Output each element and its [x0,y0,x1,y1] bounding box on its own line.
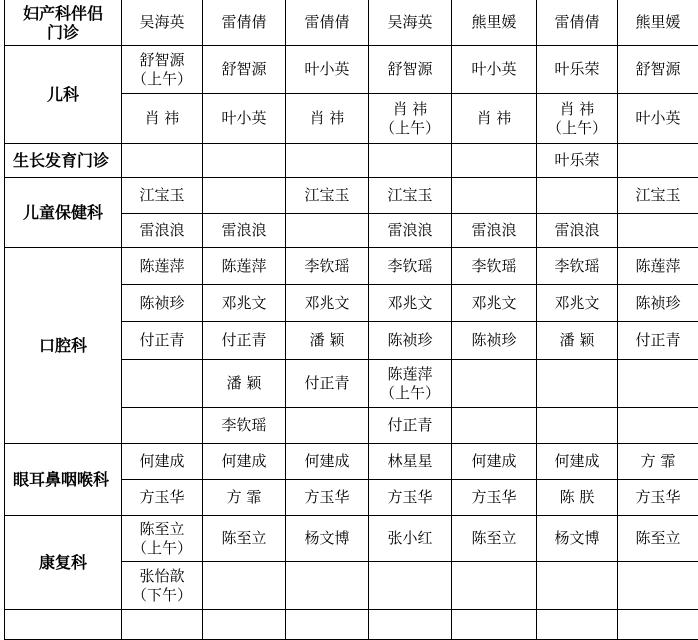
doctor-cell: 付正青 [122,322,203,360]
doctor-cell: 张怡歆 （下午） [122,562,203,610]
doctor-cell: 何建成 [122,444,203,480]
table-row [5,610,698,640]
doctor-cell [452,144,537,178]
doctor-cell [618,144,698,178]
doctor-cell: 潘 颖 [537,322,618,360]
doctor-cell: 陈至立 [618,516,698,562]
doctor-cell [122,144,203,178]
doctor-cell: 李钦瑶 [369,248,452,285]
doctor-cell [618,610,698,640]
doctor-cell [452,562,537,610]
table-row [5,46,698,94]
doctor-cell: 邓兆文 [286,285,369,322]
doctor-cell: 邓兆文 [369,285,452,322]
doctor-cell: 舒智源 [369,46,452,94]
doctor-cell: 方 霏 [618,444,698,480]
doctor-cell: 杨文博 [537,516,618,562]
doctor-cell: 杨文博 [286,516,369,562]
doctor-cell [537,408,618,444]
doctor-cell: 叶乐荣 [537,46,618,94]
table-row [5,144,698,178]
department-cell: 儿童保健科 [5,178,122,248]
doctor-cell: 陈 朕 [537,480,618,516]
doctor-cell: 雷浪浪 [203,214,286,248]
doctor-cell [203,562,286,610]
doctor-cell [286,144,369,178]
doctor-cell: 方 霏 [203,480,286,516]
table-row [5,178,698,214]
doctor-cell [122,408,203,444]
doctor-cell [369,562,452,610]
doctor-cell: 江宝玉 [286,178,369,214]
department-cell: 眼耳鼻咽喉科 [5,444,122,516]
doctor-cell [286,610,369,640]
doctor-cell: 叶小英 [452,46,537,94]
doctor-cell: 雷倩倩 [537,0,618,46]
doctor-cell: 熊里媛 [452,0,537,46]
doctor-cell: 陈莲萍 （上午） [369,360,452,408]
doctor-cell: 肖 祎 [286,94,369,144]
doctor-cell [369,610,452,640]
doctor-cell [203,144,286,178]
department-cell: 妇产科伴侣 门诊 [5,0,122,46]
doctor-cell: 邓兆文 [203,285,286,322]
schedule-table [4,0,698,640]
doctor-cell: 陈祯珍 [452,322,537,360]
doctor-cell: 陈莲萍 [122,248,203,285]
department-cell: 康复科 [5,516,122,610]
doctor-cell: 叶小英 [203,94,286,144]
doctor-cell: 李钦瑶 [286,248,369,285]
table-row [5,248,698,285]
doctor-cell: 肖 祎 （上午） [537,94,618,144]
doctor-cell: 江宝玉 [122,178,203,214]
table-row [5,444,698,480]
doctor-cell: 李钦瑶 [203,408,286,444]
doctor-cell: 李钦瑶 [452,248,537,285]
doctor-cell [286,562,369,610]
doctor-cell: 雷浪浪 [452,214,537,248]
doctor-cell: 邓兆文 [537,285,618,322]
doctor-cell: 陈莲萍 [618,248,698,285]
doctor-cell [122,360,203,408]
doctor-cell [286,214,369,248]
doctor-cell [452,178,537,214]
doctor-cell: 何建成 [537,444,618,480]
doctor-cell: 陈至立 （上午） [122,516,203,562]
doctor-cell: 付正青 [369,408,452,444]
doctor-cell: 吴海英 [369,0,452,46]
doctor-cell: 张小红 [369,516,452,562]
doctor-cell: 陈祯珍 [369,322,452,360]
doctor-cell: 陈至立 [203,516,286,562]
doctor-cell [452,408,537,444]
doctor-cell [618,214,698,248]
doctor-cell [5,610,122,640]
doctor-cell: 雷浪浪 [537,214,618,248]
doctor-cell [369,144,452,178]
doctor-cell: 林星星 [369,444,452,480]
doctor-cell: 熊里媛 [618,0,698,46]
doctor-cell: 舒智源 （上午） [122,46,203,94]
department-cell: 口腔科 [5,248,122,444]
doctor-cell: 肖 祎 （上午） [369,94,452,144]
doctor-cell: 舒智源 [203,46,286,94]
doctor-cell [537,562,618,610]
doctor-cell: 舒智源 [618,46,698,94]
doctor-cell: 方玉华 [618,480,698,516]
department-cell: 儿科 [5,46,122,144]
doctor-cell: 肖 祎 [122,94,203,144]
doctor-cell [203,178,286,214]
doctor-cell [537,178,618,214]
schedule-body [5,0,698,640]
doctor-cell: 肖 祎 [452,94,537,144]
doctor-cell: 何建成 [203,444,286,480]
doctor-cell [452,610,537,640]
doctor-cell [618,562,698,610]
doctor-cell: 雷倩倩 [286,0,369,46]
doctor-cell: 方玉华 [369,480,452,516]
doctor-cell: 雷倩倩 [203,0,286,46]
doctor-cell: 方玉华 [286,480,369,516]
doctor-cell: 何建成 [452,444,537,480]
doctor-cell [618,360,698,408]
doctor-cell: 雷浪浪 [122,214,203,248]
doctor-cell [618,408,698,444]
doctor-cell: 付正青 [286,360,369,408]
table-row [5,516,698,562]
table-row [5,0,698,46]
doctor-cell: 陈祯珍 [122,285,203,322]
doctor-cell: 李钦瑶 [537,248,618,285]
doctor-cell [452,360,537,408]
doctor-cell: 雷浪浪 [369,214,452,248]
doctor-cell [286,408,369,444]
doctor-cell: 江宝玉 [369,178,452,214]
doctor-cell [537,360,618,408]
doctor-cell: 潘 颖 [286,322,369,360]
doctor-cell: 叶小英 [286,46,369,94]
doctor-cell: 叶乐荣 [537,144,618,178]
doctor-cell [122,610,203,640]
department-cell: 生长发育门诊 [5,144,122,178]
doctor-cell [537,610,618,640]
doctor-cell: 陈祯珍 [618,285,698,322]
doctor-cell: 方玉华 [452,480,537,516]
doctor-cell: 邓兆文 [452,285,537,322]
doctor-cell: 吴海英 [122,0,203,46]
doctor-cell: 付正青 [203,322,286,360]
doctor-cell: 何建成 [286,444,369,480]
doctor-cell: 方玉华 [122,480,203,516]
doctor-cell [203,610,286,640]
doctor-cell: 叶小英 [618,94,698,144]
doctor-cell: 陈至立 [452,516,537,562]
doctor-cell: 陈莲萍 [203,248,286,285]
doctor-cell: 潘 颖 [203,360,286,408]
doctor-cell: 江宝玉 [618,178,698,214]
doctor-cell: 付正青 [618,322,698,360]
